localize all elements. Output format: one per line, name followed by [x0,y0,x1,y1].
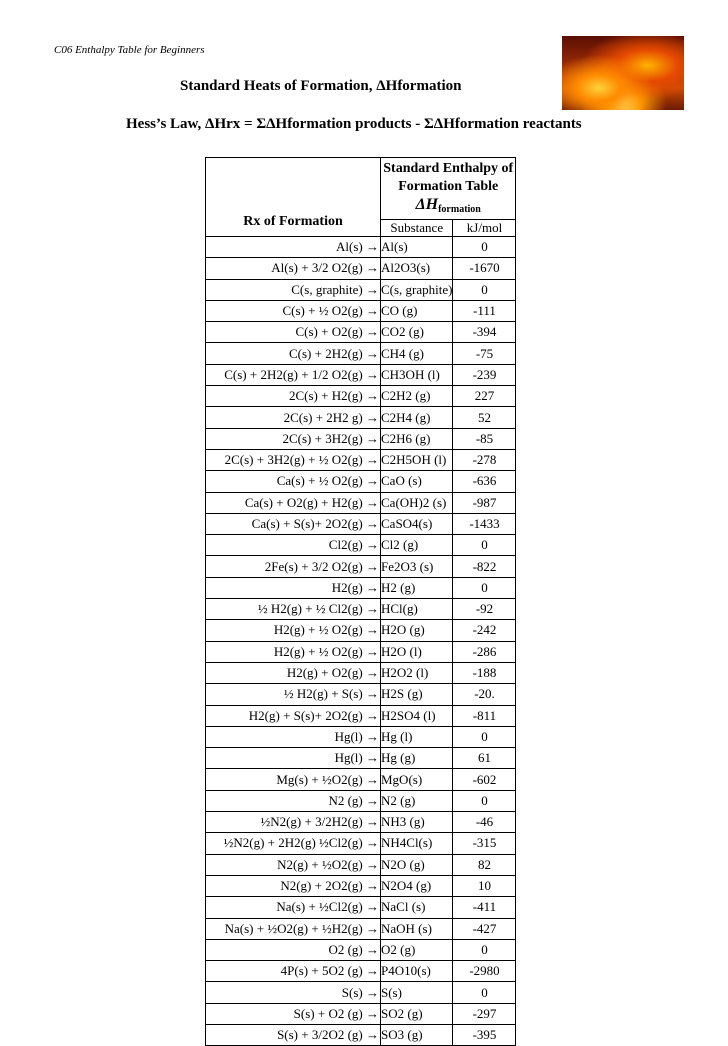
value-cell: 0 [453,577,516,598]
table-row [206,748,516,769]
table-row [206,1024,516,1045]
hess-law-line [126,116,582,133]
table-row [206,279,516,300]
reaction-cell: Na(s) + ½O2(g) + ½H2(g) → [206,918,381,939]
value-cell: -297 [453,1003,516,1024]
reaction-cell: S(s) → [206,982,381,1003]
rx-header: Rx of Formation [206,158,381,237]
reaction-cell: Mg(s) + ½O2(g) → [206,769,381,790]
substance-cell: CaO (s) [381,471,453,492]
table-row [206,300,516,321]
substance-cell: N2O4 (g) [381,875,453,896]
table-row [206,556,516,577]
table-row [206,939,516,960]
reaction-cell: Hg(l) → [206,748,381,769]
table-row [206,812,516,833]
substance-cell: H2SO4 (l) [381,705,453,726]
substance-cell: MgO(s) [381,769,453,790]
substance-cell: O2 (g) [381,939,453,960]
table-row [206,705,516,726]
substance-cell: H2 (g) [381,577,453,598]
hess-law-text: Hess’s Law, ΔHrx = ΣΔHformation products - ΣΔHformation reactants [126,116,582,132]
reaction-cell: ½N2(g) + 3/2H2(g) → [206,812,381,833]
table-row [206,833,516,854]
reaction-cell: ½N2(g) + 2H2(g) ½Cl2(g) → [206,833,381,854]
substance-cell: P4O10(s) [381,961,453,982]
reaction-cell: 4P(s) + 5O2 (g) → [206,961,381,982]
table-row [206,769,516,790]
value-cell: 0 [453,279,516,300]
reaction-cell: ½ H2(g) + S(s) → [206,684,381,705]
value-cell: 227 [453,386,516,407]
reaction-cell: 2C(s) + 3H2(g) + ½ O2(g) → [206,449,381,470]
table-row [206,386,516,407]
table-header-symbol-sub: formation [438,204,481,215]
substance-cell: SO2 (g) [381,1003,453,1024]
value-cell: -111 [453,300,516,321]
fire-photo-icon [562,36,684,110]
value-cell: -411 [453,897,516,918]
substance-cell: N2O (g) [381,854,453,875]
reaction-cell: 2Fe(s) + 3/2 O2(g) → [206,556,381,577]
substance-cell: C(s, graphite) [381,279,453,300]
reaction-cell: Na(s) + ½Cl2(g) → [206,897,381,918]
table-row [206,620,516,641]
table-header-symbol: ΔH [415,196,439,213]
substance-cell: NH3 (g) [381,812,453,833]
table-row [206,471,516,492]
substance-cell: CH3OH (l) [381,364,453,385]
table-row [206,875,516,896]
reaction-cell: H2(g) → [206,577,381,598]
table-row [206,982,516,1003]
reaction-cell: C(s) + 2H2(g) → [206,343,381,364]
substance-cell: H2S (g) [381,684,453,705]
reaction-cell: H2(g) + S(s)+ 2O2(g) → [206,705,381,726]
substance-cell: Fe2O3 (s) [381,556,453,577]
reaction-cell: 2C(s) + 2H2 g) → [206,407,381,428]
table-row [206,641,516,662]
table-row [206,428,516,449]
value-cell: -1670 [453,258,516,279]
value-cell: 0 [453,535,516,556]
value-cell: 0 [453,237,516,258]
reaction-cell: S(s) + 3/2O2 (g) → [206,1024,381,1045]
value-cell: 61 [453,748,516,769]
substance-cell: C2H6 (g) [381,428,453,449]
page-title [180,78,461,95]
value-cell: -20. [453,684,516,705]
value-cell: -822 [453,556,516,577]
table-row [206,897,516,918]
reaction-cell: ½ H2(g) + ½ Cl2(g) → [206,599,381,620]
reaction-cell: N2(g) + 2O2(g) → [206,875,381,896]
value-cell: -85 [453,428,516,449]
enthalpy-table [205,157,516,1046]
reaction-cell: C(s) + ½ O2(g) → [206,300,381,321]
reaction-cell: 2C(s) + 3H2(g) → [206,428,381,449]
reaction-cell: C(s, graphite) → [206,279,381,300]
table-row [206,1003,516,1024]
table-row [206,322,516,343]
table-header [381,158,516,220]
value-cell: 0 [453,982,516,1003]
value-cell: 52 [453,407,516,428]
value-cell: -1433 [453,513,516,534]
substance-cell: CO2 (g) [381,322,453,343]
substance-cell: HCl(g) [381,599,453,620]
value-cell: 0 [453,790,516,811]
substance-cell: NaOH (s) [381,918,453,939]
value-cell: -602 [453,769,516,790]
value-cell: 0 [453,726,516,747]
table-row [206,407,516,428]
value-cell: -636 [453,471,516,492]
substance-cell: NaCl (s) [381,897,453,918]
substance-cell: Al(s) [381,237,453,258]
value-cell: 82 [453,854,516,875]
reaction-cell: H2(g) + O2(g) → [206,662,381,683]
substance-cell: Hg (g) [381,748,453,769]
value-cell: -92 [453,599,516,620]
table-row [206,449,516,470]
table-row [206,961,516,982]
reaction-cell: H2(g) + ½ O2(g) → [206,620,381,641]
reaction-cell: Ca(s) + O2(g) + H2(g) → [206,492,381,513]
value-cell: -239 [453,364,516,385]
substance-cell: H2O (g) [381,620,453,641]
table-row [206,577,516,598]
substance-cell: Ca(OH)2 (s) [381,492,453,513]
reaction-cell: Ca(s) + ½ O2(g) → [206,471,381,492]
table-row [206,854,516,875]
reaction-cell: Al(s) → [206,237,381,258]
table-row [206,790,516,811]
table-row [206,726,516,747]
reaction-cell: O2 (g) → [206,939,381,960]
value-cell: -395 [453,1024,516,1045]
table-header-line2: Formation Table [398,179,499,194]
reaction-cell: Cl2(g) → [206,535,381,556]
value-cell: 0 [453,939,516,960]
table-row [206,535,516,556]
substance-cell: C2H2 (g) [381,386,453,407]
substance-cell: N2 (g) [381,790,453,811]
value-cell: -315 [453,833,516,854]
substance-cell: Al2O3(s) [381,258,453,279]
substance-col-header: Substance [381,220,453,237]
document-label: C06 Enthalpy Table for Beginners [54,44,205,56]
substance-cell: C2H5OH (l) [381,449,453,470]
substance-cell: Hg (l) [381,726,453,747]
substance-cell: H2O2 (l) [381,662,453,683]
reaction-cell: C(s) + 2H2(g) + 1/2 O2(g) → [206,364,381,385]
table-row [206,237,516,258]
value-cell: -46 [453,812,516,833]
reaction-cell: 2C(s) + H2(g) → [206,386,381,407]
substance-cell: NH4Cl(s) [381,833,453,854]
page-title-text: Standard Heats of Formation, ΔHformation [180,78,462,94]
value-cell: -242 [453,620,516,641]
reaction-cell: Ca(s) + S(s)+ 2O2(g) → [206,513,381,534]
value-cell: -427 [453,918,516,939]
table-row [206,343,516,364]
value-cell: -394 [453,322,516,343]
value-cell: -2980 [453,961,516,982]
value-cell: -75 [453,343,516,364]
substance-cell: SO3 (g) [381,1024,453,1045]
substance-cell: Cl2 (g) [381,535,453,556]
table-row [206,599,516,620]
table-row [206,684,516,705]
reaction-cell: H2(g) + ½ O2(g) → [206,641,381,662]
value-cell: 10 [453,875,516,896]
table-row [206,258,516,279]
substance-cell: CH4 (g) [381,343,453,364]
value-cell: -188 [453,662,516,683]
substance-cell: CO (g) [381,300,453,321]
value-cell: -987 [453,492,516,513]
value-cell: -278 [453,449,516,470]
table-row [206,662,516,683]
table-header-line1: Standard Enthalpy of [383,161,514,176]
table-row [206,513,516,534]
substance-cell: H2O (l) [381,641,453,662]
reaction-cell: C(s) + O2(g) → [206,322,381,343]
reaction-cell: Hg(l) → [206,726,381,747]
table-header-symbol-wrap [381,196,515,219]
table-row [206,364,516,385]
value-cell: -286 [453,641,516,662]
substance-cell: S(s) [381,982,453,1003]
reaction-cell: N2(g) + ½O2(g) → [206,854,381,875]
substance-cell: CaSO4(s) [381,513,453,534]
value-cell: -811 [453,705,516,726]
reaction-cell: N2 (g) → [206,790,381,811]
reaction-cell: Al(s) + 3/2 O2(g) → [206,258,381,279]
substance-cell: C2H4 (g) [381,407,453,428]
unit-col-header: kJ/mol [453,220,516,237]
table-row [206,918,516,939]
table-row [206,492,516,513]
reaction-cell: S(s) + O2 (g) → [206,1003,381,1024]
